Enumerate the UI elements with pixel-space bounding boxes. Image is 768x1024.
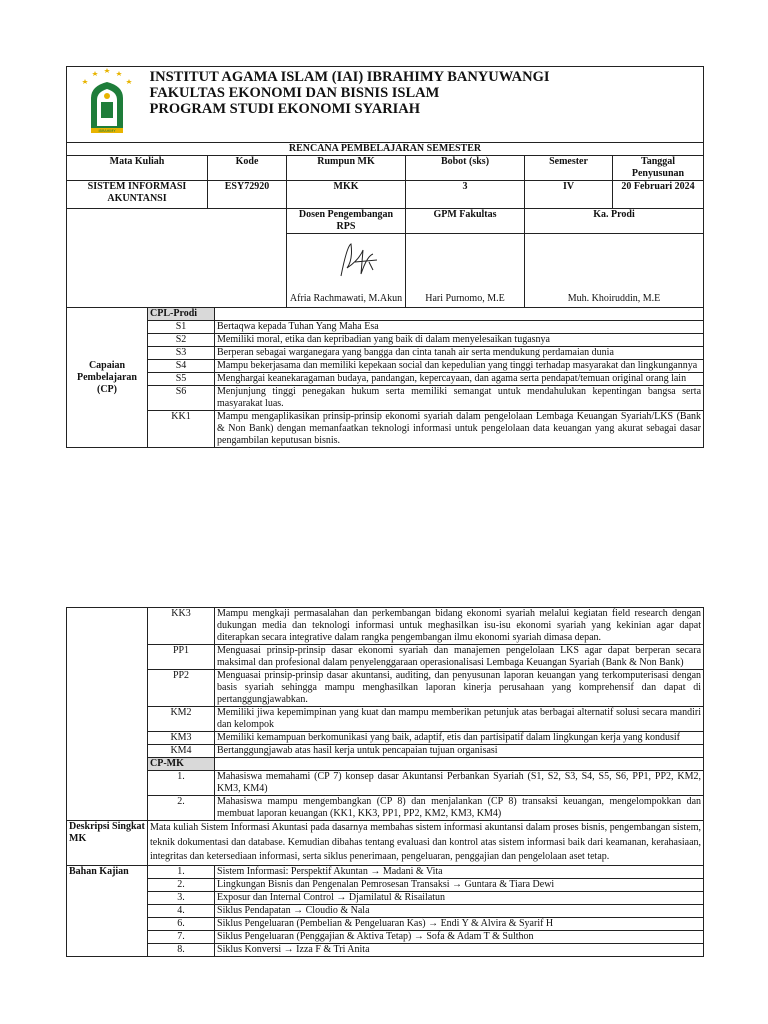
val-rumpun-mk: MKK [287, 181, 406, 209]
bahan-row: 4. Siklus Pendapatan → Cloudio & Nala [67, 904, 704, 917]
sig-dosen-cell [287, 234, 406, 308]
logo-cell [67, 67, 148, 143]
sig-name-kaprodi: Muh. Khoiruddin, M.E [567, 293, 661, 304]
cp-row: S2 Memiliki moral, etika dan kepribadian yang baik di dalam menyelesaikan tugasnya [67, 334, 704, 347]
rps-page-1 [66, 66, 703, 448]
rps-title: RENCANA PEMBELAJARAN SEMESTER [67, 143, 704, 156]
col-tanggal: Tanggal Penyusunan [613, 156, 704, 181]
institution-header-row [67, 67, 704, 143]
cp-row: S1 Bertaqwa kepada Tuhan Yang Maha Esa [67, 321, 704, 334]
cp-row: PP1 Menguasai prinsip-prinsip dasar ekonomi syariah dan manajemen pengelolaan LKS agar dapat berperan secara maksimal dan profesional dalam penyelenggaraan operasionalisasi Lembaga Keuangan Syariah (Bank & Non Bank) [67, 645, 704, 670]
bahan-row: 7. Siklus Pengeluaran (Penggajian & Aktiva Tetap) → Sofa & Adam T & Sulthon [67, 930, 704, 943]
val-mata-kuliah: SISTEM INFORMASI AKUNTANSI [67, 181, 208, 209]
col-semester: Semester [525, 156, 613, 181]
rps-page-2 [66, 607, 703, 957]
signature-blank [67, 209, 287, 308]
cp-row: KM2 Memiliki jiwa kepemimpinan yang kuat dan mampu memberikan petunjuk atas berbagai alternatif solusi secara mandiri dan kelompok [67, 707, 704, 732]
bahan-row: Bahan Kajian 1. Sistem Informasi: Perspektif Akuntan → Madani & Vita [67, 865, 704, 878]
cp-row: KK1 Mampu mengaplikasikan prinsip-prinsip ekonomi syariah dalam pengelolaan Lembaga Keuangan Syariah/LKS (Bank & Non Bank) dengan memanfaatkan teknologi informasi untuk pengelolaan data keuangan yang akurat sebagai dasar pengambilan keputusan bisnis. [67, 411, 704, 448]
cpmk-row: 1. Mahasiswa memahami (CP 7) konsep dasar Akuntansi Perbankan Syariah (S1, S2, S3, S4, S5, S6, PP1, PP2, KM2, KM3, KM4) [67, 771, 704, 796]
cp-row: S5 Menghargai keanekaragaman budaya, pandangan, kepercayaan, dan agama serta pendapat/temuan original orang lain [67, 373, 704, 386]
val-semester: IV [525, 181, 613, 209]
cp-row: KM4 Bertanggungjawab atas hasil kerja untuk pencapaian tujuan organisasi [67, 745, 704, 758]
institution-title-cell [148, 67, 704, 143]
cp-row: S4 Mampu bekerjasama dan memiliki kepekaan social dan kepedulian yang tinggi terhadap masyarakat dan lingkungannya [67, 360, 704, 373]
cp-row: S3 Berperan sebagai warganegara yang bangga dan cinta tanah air serta mendukung perdamaian dunia [67, 347, 704, 360]
svg-text:IBRAHIMY: IBRAHIMY [98, 128, 116, 133]
sig-header-dosen: Dosen Pengembangan RPS [287, 209, 406, 234]
rps-columns-row [67, 156, 704, 181]
faculty-name: FAKULTAS EKONOMI DAN BISNIS ISLAM [149, 85, 440, 101]
program-name: PROGRAM STUDI EKONOMI SYARIAH [149, 101, 421, 117]
col-kode: Kode [208, 156, 287, 181]
cp-table [66, 307, 704, 448]
university-logo [69, 68, 145, 138]
bahan-row: 8. Siklus Konversi → Izza F & Tri Anita [67, 943, 704, 956]
cp-row: PP2 Menguasai prinsip-prinsip dasar akuntansi, auditing, dan penyusunan laporan keuangan yang terkomputerisasi dengan basis syariah sehingga mampu menghasilkan laporan kinerja perusahaan yang komprehensif dan dapat di pertanggungjawabkan. [67, 670, 704, 707]
col-bobot: Bobot (sks) [406, 156, 525, 181]
rps-values-row [67, 181, 704, 209]
cp-row: KK3 Mampu mengkaji permasalahan dan perkembangan bidang ekonomi syariah melalui kegiatan field research dengan dukungan media dan teknologi informasi untuk meghasilkan isu-isu ekonomi syariah yang kekinian agar dapat diterapkan secara integrative dalam rangka pengembangan ilmu ekonomi syariah dimasa depan. [67, 608, 704, 645]
bahan-row: 6. Siklus Pengeluaran (Pembelian & Pengeluaran Kas) → Endi Y & Alvira & Syarif H [67, 917, 704, 930]
bahan-row: 2. Lingkungan Bisnis dan Pengenalan Pemrosesan Transaksi → Guntara & Tiara Dewi [67, 878, 704, 891]
sig-name-gpm: Hari Purnomo, M.E [425, 293, 505, 304]
signature-mark [329, 240, 389, 282]
val-kode: ESY72920 [208, 181, 287, 209]
cpmk-header: CP-MK [148, 758, 215, 771]
cpl-header: CPL-Prodi [148, 308, 215, 321]
deskripsi-text: Mata kuliah Sistem Informasi Akuntasi pada dasarnya membahas sistem informasi akuntansi dalam proses bisnis, pengembangan sistem, teknik dokumentasi dan database. Kemudian dibahas tentang evaluasi dan kontrol atas sistem informasi baik dari keamanan, kerahasiaan, integritas dan ketersediaan informasi, serta siklus penerimaan, pengeluaran, penggajian dan pengelolaan aset tetap. [148, 821, 704, 866]
cp-row: S6 Menjunjung tinggi penegakan hukum serta memiliki semangat untuk mendahulukan kepentingan bangsa serta masyarakat luas. [67, 386, 704, 411]
cp-continued-table [66, 607, 704, 957]
sig-header-gpm: GPM Fakultas [406, 209, 525, 234]
val-tanggal: 20 Februari 2024 [613, 181, 704, 209]
val-bobot: 3 [406, 181, 525, 209]
institute-name: INSTITUT AGAMA ISLAM (IAI) IBRAHIMY BANYUWANGI [149, 69, 550, 85]
bahan-label: Bahan Kajian [67, 865, 148, 956]
col-mata-kuliah: Mata Kuliah [67, 156, 208, 181]
sig-name-dosen: Afria Rachmawati, M.Akun [289, 293, 403, 304]
cp-label: Capaian Pembelajaran (CP) [67, 308, 148, 448]
cpmk-header-row [67, 758, 704, 771]
deskripsi-row [67, 821, 704, 866]
rps-header-table [66, 66, 704, 308]
rps-title-row [67, 143, 704, 156]
cpmk-row: 2. Mahasiswa mampu mengembangkan (CP 8) dan menjalankan (CP 8) transaksi keuangan, mengelompokkan dan membuat laporan keuangan (KK1, KK3, PP1, PP2, KM2, KM3, KM4) [67, 796, 704, 821]
bahan-row: 3. Exposur dan Internal Control → Djamilatul & Risailatun [67, 891, 704, 904]
sig-header-kaprodi: Ka. Prodi [525, 209, 704, 234]
sig-kaprodi-cell [525, 234, 704, 308]
deskripsi-label: Deskripsi Singkat MK [67, 821, 148, 866]
sig-gpm-cell [406, 234, 525, 308]
cpl-header-row [67, 308, 704, 321]
col-rumpun-mk: Rumpun MK [287, 156, 406, 181]
cp-row: KM3 Memiliki kemampuan berkomunikasi yang baik, adaptif, etis dan partisipatif dalam lingkungan kerja yang kondusif [67, 732, 704, 745]
signature-header-row [67, 209, 704, 234]
